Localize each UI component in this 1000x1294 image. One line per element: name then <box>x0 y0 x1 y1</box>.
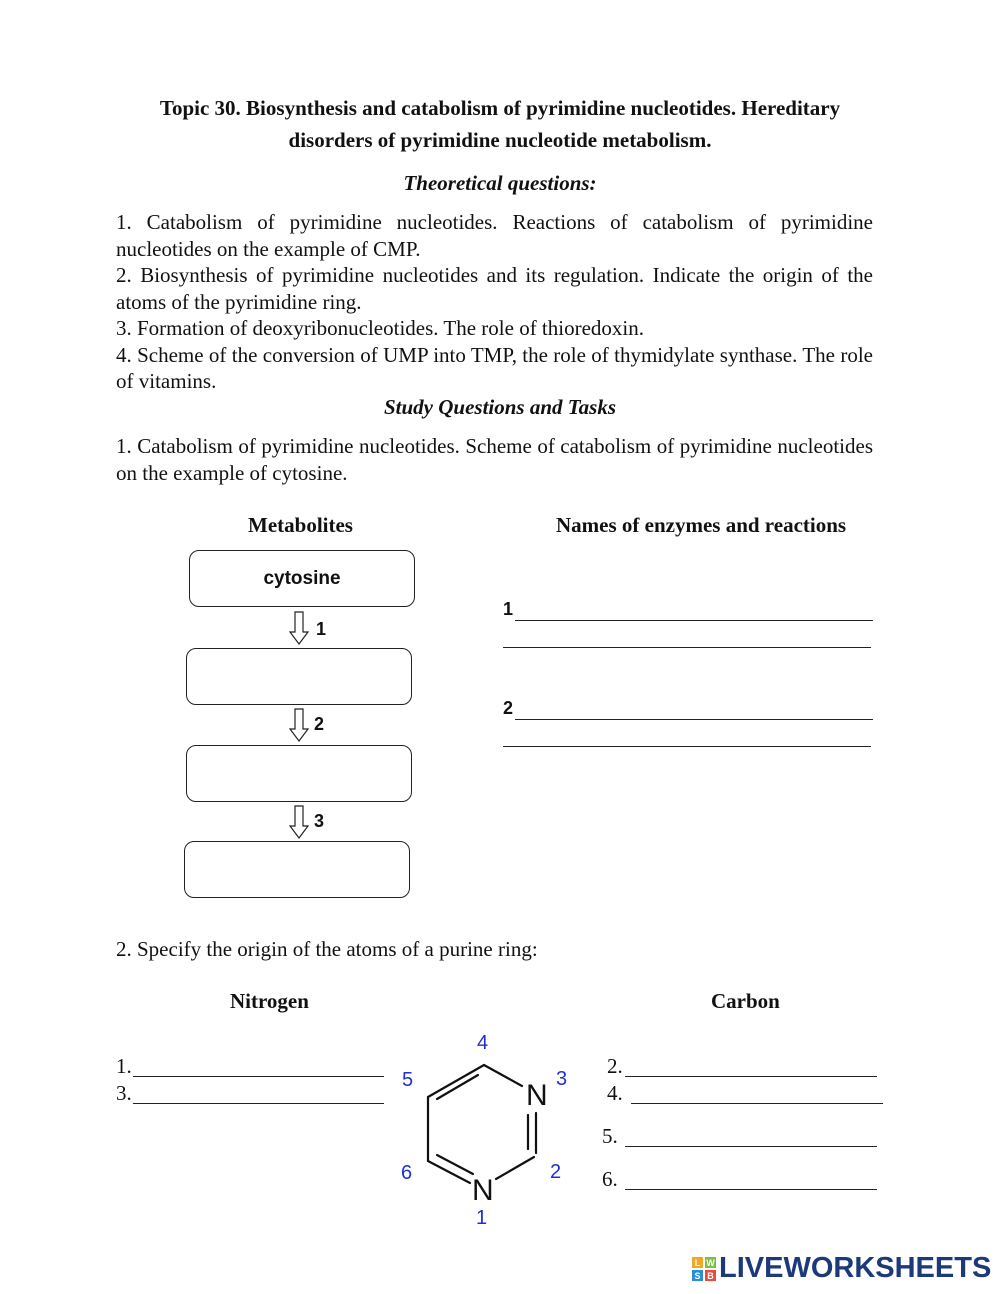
metabolites-header: Metabolites <box>248 513 353 537</box>
page-title <box>110 92 890 156</box>
liveworksheets-logo <box>692 1252 991 1285</box>
metabolite-box-1 <box>189 550 415 607</box>
enzyme-answer-line-1b[interactable] <box>503 647 871 648</box>
metabolite-box-2[interactable] <box>186 648 412 705</box>
carbon-answer-line-6[interactable] <box>625 1189 877 1190</box>
metabolite-cytosine-label: cytosine <box>263 567 341 589</box>
carbon-answer-line-5[interactable] <box>625 1146 877 1147</box>
theoretical-item-3: 3. Formation of deoxyribonucleotides. The role of thioredoxin. <box>116 316 645 340</box>
metabolite-box-3[interactable] <box>186 745 412 802</box>
step-number-1: 1 <box>316 619 327 639</box>
title-line-2: disorders of pyrimidine nucleotide metabolism. <box>288 128 712 152</box>
theoretical-list <box>116 209 873 395</box>
enzyme-line-label-2: 2 <box>503 698 514 718</box>
ring-atom-n1: N <box>472 1174 494 1205</box>
carbon-item-4-label: 4. <box>607 1081 623 1105</box>
svg-text:W: W <box>706 1257 715 1268</box>
enzyme-answer-line-2a[interactable] <box>515 719 873 720</box>
ring-position-4: 4 <box>477 1032 489 1054</box>
liveworksheets-logo-text: LIVEWORKSHEETS <box>719 1252 992 1284</box>
task-1-paragraph: 1. Catabolism of pyrimidine nucleotides. Scheme of catabolism of pyrimidine nucleotides on the example of cytosine. <box>116 434 873 485</box>
carbon-answer-line-4[interactable] <box>631 1103 883 1104</box>
nitrogen-answer-line-3[interactable] <box>133 1103 384 1104</box>
down-arrow-icon <box>289 708 309 742</box>
ring-position-2: 2 <box>550 1161 562 1183</box>
carbon-item-6-label: 6. <box>602 1167 618 1191</box>
ring-atom-n3: N <box>526 1079 548 1112</box>
carbon-item-5-label: 5. <box>602 1124 618 1148</box>
carbon-answer-line-2[interactable] <box>625 1076 877 1077</box>
nitrogen-header: Nitrogen <box>230 989 309 1013</box>
carbon-item-2-label: 2. <box>607 1054 623 1078</box>
pyrimidine-ring-diagram <box>420 1055 560 1205</box>
nitrogen-item-1-label: 1. <box>116 1054 132 1078</box>
metabolite-box-4[interactable] <box>184 841 410 898</box>
step-number-2: 2 <box>314 714 325 734</box>
ring-position-3: 3 <box>556 1068 568 1090</box>
theoretical-item-4: 4. Scheme of the conversion of UMP into TMP, the role of thymidylate synthase. The role of vitamins. <box>116 342 873 393</box>
step-number-3: 3 <box>314 811 325 831</box>
carbon-header: Carbon <box>711 989 780 1013</box>
ring-position-5: 5 <box>402 1069 414 1091</box>
study-heading: Study Questions and Tasks <box>383 395 617 419</box>
down-arrow-icon <box>289 611 309 645</box>
svg-text:S: S <box>694 1270 701 1281</box>
title-line-1: Topic 30. Biosynthesis and catabolism of pyrimidine nucleotides. Hereditary <box>159 96 841 120</box>
enzyme-line-label-1: 1 <box>503 599 514 619</box>
task-1-text <box>116 433 873 486</box>
theoretical-item-1: 1. Catabolism of pyrimidine nucleotides. Reactions of catabolism of pyrimidine nucleotides on the example of CMP. <box>116 210 873 261</box>
ring-position-6: 6 <box>401 1162 413 1184</box>
svg-text:L: L <box>694 1257 701 1268</box>
task-2-text: 2. Specify the origin of the atoms of a purine ring: <box>116 937 538 961</box>
nitrogen-answer-line-1[interactable] <box>133 1076 384 1077</box>
nitrogen-item-3-label: 3. <box>116 1081 132 1105</box>
enzymes-header: Names of enzymes and reactions <box>556 513 847 537</box>
theoretical-heading: Theoretical questions: <box>403 171 597 195</box>
enzyme-answer-line-1a[interactable] <box>515 620 873 621</box>
theoretical-item-2: 2. Biosynthesis of pyrimidine nucleotides and its regulation. Indicate the origin of the atoms of the pyrimidine ring. <box>116 263 873 314</box>
liveworksheets-badge-icon <box>692 1257 716 1281</box>
svg-text:B: B <box>707 1270 714 1281</box>
down-arrow-icon <box>289 805 309 839</box>
ring-position-1: 1 <box>476 1207 488 1229</box>
enzyme-answer-line-2b[interactable] <box>503 746 871 747</box>
